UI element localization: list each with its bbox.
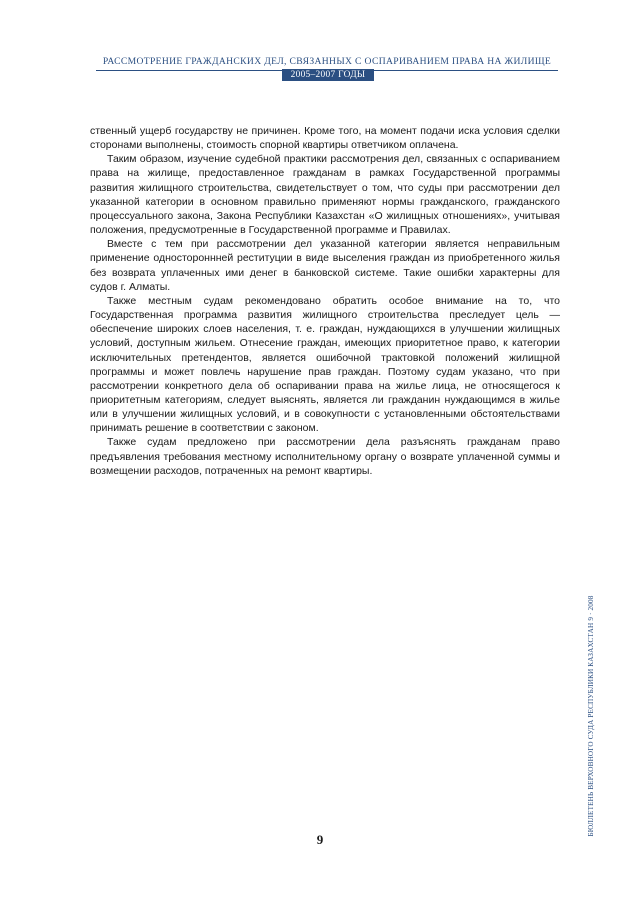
paragraph: Таким образом, изучение судебной практики рассмотрения дел, связанных с оспариванием права на жилище, предоставленное гражданам в рамках Государственной программы развития жилищного строительства, свидетельствует о том, что суды при рассмотрении дел указанной категории в основном правильно применяют нормы гражданского, гражданского процессуального закона, Закона Республики Казахстан «О жилищных отношениях», учитывая положения, предусмотренные в Государственной программе и Правилах. <box>90 153 560 237</box>
paragraph: Также судам предложено при рассмотрении дела разъяснять гражданам право предъявления требования местному исполнительному органу о возврате уплаченной суммы и возмещении расходов, потраченных на ремонт квартиры. <box>90 436 560 477</box>
paragraph: Также местным судам рекомендовано обратить особое внимание на то, что Государственная программа развития жилищного строительства преследует цель — обеспечение широких слоев населения, т. е. граждан, нуждающихся в улучшении жилищных условий, доступным жильем. Отнесение граждан, имеющих приоритетное право, к категории исключительных претендентов, является ошибочной трактовкой положений жилищной программы и может повлечь нарушение прав граждан. Поэтому судам указано, что при рассмотрении конкретного дела об оспаривании права на жилье лица, не относящегося к приоритетным категориям, следует выяснять, является ли гражданин нуждающимся в жилье или в улучшении жилищных условий, и в совокупности с установленными обстоятельствами принимать решение в соответствии с законом. <box>90 294 560 435</box>
side-journal-title <box>587 592 595 840</box>
paragraph-continuation: ственный ущерб государству не причинен. Кроме того, на момент подачи иска условия сделки сторонами выполнены, стоимость спорной квартиры ответчиком оплачена. <box>90 125 560 152</box>
page-number: 9 <box>316 832 324 847</box>
article-body <box>90 124 560 478</box>
side-journal-title-text: БЮЛЛЕТЕНЬ ВЕРХОВНОГО СУДА РЕСПУБЛИКИ КАЗАХСТАН 9 · 2008 <box>587 595 595 837</box>
header-years-badge: 2005–2007 ГОДЫ <box>282 69 374 81</box>
running-header-title: РАССМОТРЕНИЕ ГРАЖДАНСКИХ ДЕЛ, СВЯЗАННЫХ С ОСПАРИВАНИЕМ ПРАВА НА ЖИЛИЩЕ <box>102 56 552 67</box>
paragraph: Вместе с тем при рассмотрении дел указанной категории является неправильным применение одностороннней реституции в виде выселения граждан из приобретенного жилья без возврата уплаченных ими денег в банковской системе. Такие ошибки характерны для судов г. Алматы. <box>90 238 560 293</box>
